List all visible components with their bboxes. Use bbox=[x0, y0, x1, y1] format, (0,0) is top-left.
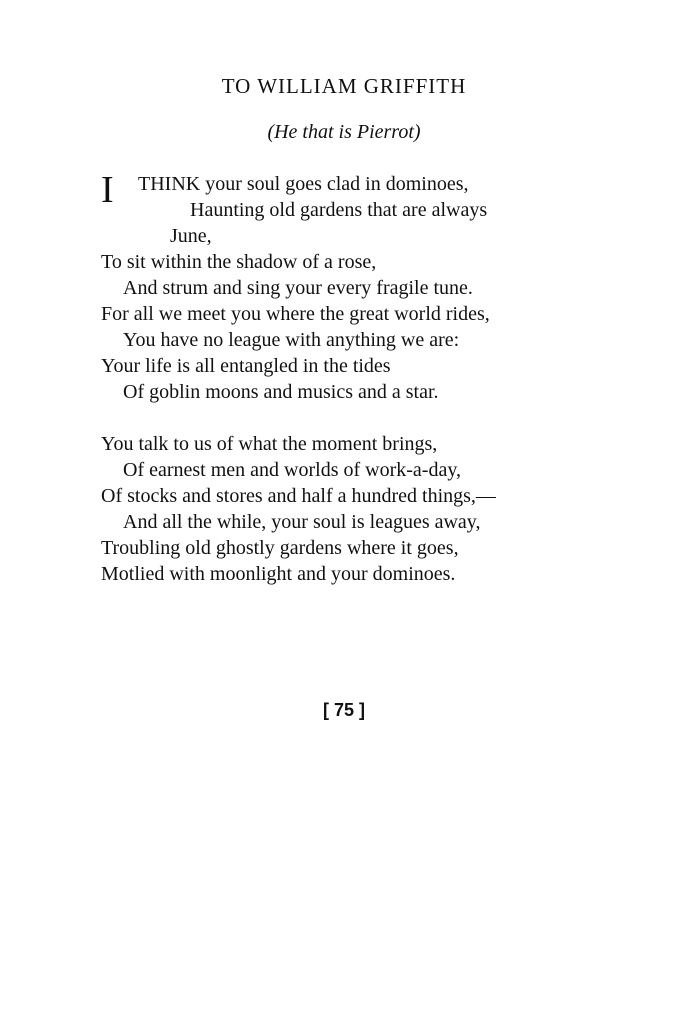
poem-line: You talk to us of what the moment brings, bbox=[101, 433, 438, 455]
page-number: [ 75 ] bbox=[322, 700, 365, 720]
poem-line: Of goblin moons and musics and a star. bbox=[123, 381, 439, 403]
poem-line: To sit within the shadow of a rose, bbox=[101, 251, 377, 273]
poem-line: For all we meet you where the great world rides, bbox=[101, 303, 490, 325]
poem-line: Troubling old ghostly gardens where it goes, bbox=[101, 537, 459, 559]
poem-line: THINK your soul goes clad in dominoes, bbox=[138, 173, 469, 195]
poem-subtitle: (He that is Pierrot) bbox=[267, 121, 421, 143]
poem-line: Motlied with moonlight and your dominoes. bbox=[101, 563, 456, 585]
poem-line: Your life is all entangled in the tides bbox=[101, 355, 391, 377]
poem-line: June, bbox=[170, 225, 212, 247]
poem-line: Of stocks and stores and half a hundred things,— bbox=[101, 485, 496, 507]
poem-title: TO WILLIAM GRIFFITH bbox=[221, 74, 467, 98]
poem-line: And strum and sing your every fragile tune. bbox=[123, 277, 473, 299]
poem-line: Haunting old gardens that are always bbox=[190, 199, 488, 221]
drop-cap: I bbox=[101, 169, 114, 211]
poem-line: And all the while, your soul is leagues away, bbox=[123, 511, 481, 533]
poem-line: You have no league with anything we are: bbox=[123, 329, 460, 351]
poem-line: Of earnest men and worlds of work-a-day, bbox=[123, 459, 462, 481]
